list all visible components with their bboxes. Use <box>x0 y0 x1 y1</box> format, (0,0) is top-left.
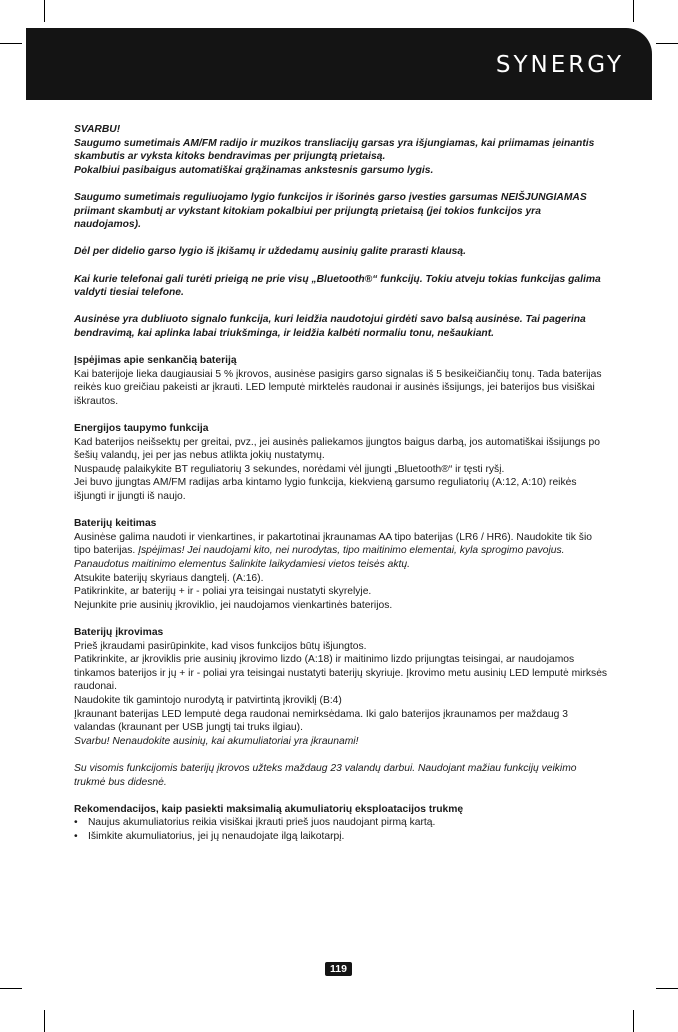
brand-logo: SYNERGY <box>495 52 624 78</box>
charging-line-1: Prieš įkraudami pasirūpinkite, kad visos funkcijos būtų išjungtos. <box>74 640 367 652</box>
crop-mark-top-right-h <box>656 43 678 44</box>
charging-section <box>74 626 610 748</box>
sidetone-note: Ausinėse yra dubliuoto signalo funkcija, kuri leidžia naudotojui girdėti savo balsą ausinėse. Tai pagerina bendravimą, kai aplinka labai triukšminga, ir leidžia kalbėti normaliu tonu, nešaukiant. <box>74 314 586 339</box>
energy-saving-line-2: Nuspaudę palaikykite BT reguliatorių 3 sekundes, norėdami vėl įjungti „Bluetooth®“ ir tęsti ryšį. <box>74 463 505 475</box>
recommendations-list <box>74 816 610 843</box>
crop-mark-bottom-right-v <box>633 1010 634 1032</box>
list-item: • Naujus akumuliatorius reikia visiškai įkrauti prieš juos naudojant pirmą kartą. <box>74 816 610 830</box>
battery-change-heading: Baterijų keitimas <box>74 518 157 530</box>
crop-mark-top-right-v <box>633 0 634 22</box>
important-line-1: Saugumo sumetimais AM/FM radijo ir muzikos transliacijų garsas yra išjungiamas, kai priimamas įeinantis skambutis ar vyksta kitoks bendravimas per prijungtą prietaisą. <box>74 137 595 163</box>
recommendations-heading: Rekomendacijos, kaip pasiekti maksimalią akumuliatorių eksploatacijos trukmę <box>74 803 464 815</box>
hearing-loss-warning: Dėl per didelio garso lygio iš įkišamų ir uždedamų ausinių galite prarasti klausą. <box>74 246 466 258</box>
charging-line-4: Įkraunant baterijas LED lemputė dega raudonai nemirksėdama. Iki galo baterijos įkraunamos per maždaug 3 valandas (kraunant per USB jungtį tai truks ilgiau). <box>74 708 568 734</box>
low-battery-text: Kai baterijoje lieka daugiausiai 5 % įkrovos, ausinėse pasigirs garso signalas iš 5 besikeičiančių tonų. Tada baterijas reikės kuo greičiau pakeisti ar įkrauti. LED lemputė mirktelės raudonai ir ausinės išsijungs, jei baterijos bus visiškai iškrautos. <box>74 368 602 407</box>
volume-level-note: Saugumo sumetimais reguliuojamo lygio funkcijos ir išorinės garso įvesties garsumas NEIŠJUNGIAMAS priimant skambutį ar vykstant kitokiam pokalbiui per prijungtą prietaisą (jei tokios funkcijos yra naudojamos). <box>74 191 587 231</box>
important-notice <box>74 123 610 177</box>
recommendations-section <box>74 803 610 844</box>
important-line-2: Pokalbiui pasibaigus automatiškai grąžinamas ankstesnis garsumo lygis. <box>74 164 434 176</box>
battery-change-intro-block <box>74 531 610 572</box>
energy-saving-heading: Energijos taupymo funkcija <box>74 423 209 435</box>
battery-change-intro: Ausinėse galima naudoti ir vienkartines, ir pakartotinai įkraunamas AA tipo baterijas (LR6 / HR6). Naudokite tik šio tipo baterijas. <box>74 531 592 557</box>
important-heading: SVARBU! <box>74 124 121 135</box>
list-item: • Išimkite akumuliatorius, jei jų nenaudojate ilgą laikotarpį. <box>74 830 610 844</box>
battery-change-section <box>74 517 610 612</box>
page-content <box>74 123 610 843</box>
charging-heading: Baterijų įkrovimas <box>74 626 164 638</box>
energy-saving-section <box>74 422 610 504</box>
battery-change-line-2: Patikrinkite, ar baterijų + ir - poliai yra teisingai nustatyti skyrelyje. <box>74 586 372 598</box>
crop-mark-top-left-h <box>0 43 22 44</box>
crop-mark-bottom-left-h <box>0 988 22 989</box>
page-number: 119 <box>325 962 352 976</box>
battery-change-explosion-warning: Įspėjimas! Jei naudojami kito, nei nurodytas, tipo maitinimo elementai, kyla sprogimo pavojus. Panaudotus maitinimo elementus šalinkite laikydamiesi vietos teisės aktų. <box>74 545 565 570</box>
battery-change-line-1: Atsukite baterijų skyriaus dangtelį. (A:16). <box>74 572 264 584</box>
battery-change-line-3: Nejunkite prie ausinių įkroviklio, jei naudojamos vienkartinės baterijos. <box>74 599 393 611</box>
energy-saving-line-1: Kad baterijos neišsektų per greitai, pvz., jei ausinės paliekamos įjungtos baigus darbą, jos automatiškai išsijungs po šešių valandų, jei per jas nebus atlikta jokių nustatymų. <box>74 436 601 462</box>
low-battery-heading: Įspėjimas apie senkančią bateriją <box>74 355 237 367</box>
bluetooth-phones-note: Kai kurie telefonai gali turėti prieigą ne prie visų „Bluetooth®“ funkcijų. Tokiu atveju tokias funkcijas galima valdyti tiesiai telefone. <box>74 273 601 299</box>
energy-saving-line-3: Jei buvo įjungtas AM/FM radijas arba kintamo lygio funkcija, kiekvieną garsumo reguliatorių (A:12, A:10) reikės išjungti ir įjungti iš naujo. <box>74 477 577 503</box>
crop-mark-bottom-right-h <box>656 988 678 989</box>
charging-important: Svarbu! Nenaudokite ausinių, kai akumuliatoriai yra įkraunami! <box>74 735 359 747</box>
crop-mark-bottom-left-v <box>44 1010 45 1032</box>
charging-line-3: Naudokite tik gamintojo nurodytą ir patvirtintą įkroviklį (B:4) <box>74 694 342 706</box>
low-battery-section <box>74 354 610 408</box>
crop-mark-top-left-v <box>44 0 45 22</box>
runtime-note: Su visomis funkcijomis baterijų įkrovos užteks maždaug 23 valandų darbui. Naudojant mažiau funkcijų veikimo trukmė bus didesnė. <box>74 762 577 788</box>
charging-line-2: Patikrinkite, ar įkroviklis prie ausinių įkrovimo lizdo (A:18) ir maitinimo lizdo prijungtas teisingai, ar naudojamos tinkamos baterijos ir jų + ir - poliai yra teisingai nustatyti baterijų skyriuje. Įkrovimo metu ausinių LED lemputė mirksės raudonai. <box>74 654 608 693</box>
